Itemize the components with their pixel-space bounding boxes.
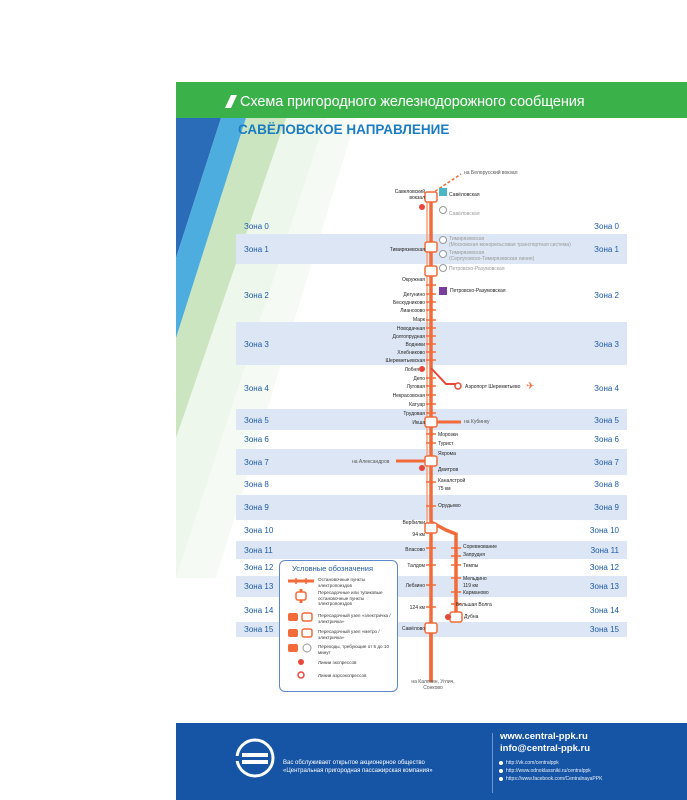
station-lobnya: Лобня — [404, 367, 419, 373]
express-marker-dmitrov-icon — [419, 465, 425, 471]
direction-kubinka: на Кубинку — [464, 419, 490, 425]
station-vlasovo: Власово — [405, 547, 425, 553]
legend-item: Линии аэроэкспрессов — [318, 673, 367, 678]
station-verbilki: Вербилки — [402, 520, 425, 526]
legend-line-symbol — [288, 578, 314, 584]
direction-alexandrov: на Александров — [352, 459, 390, 465]
poster — [176, 82, 687, 800]
legend-item: Линии экспрессов — [318, 660, 357, 665]
facebook-icon — [499, 777, 503, 781]
zone-label-left: Зона 8 — [244, 480, 269, 489]
legend-item: Пересадочный узел «электричка / электричка» — [318, 613, 391, 624]
zone-label-left: Зона 10 — [244, 526, 274, 535]
station-depo: Депо — [413, 376, 425, 382]
station-sheremetyevskaya: Шереметьевская — [385, 358, 425, 364]
company-line-1: Вас обслуживает открытое акционерное общество — [283, 760, 425, 766]
legend-train-train-symbol — [288, 613, 312, 621]
social-icons — [498, 760, 504, 784]
zone-label-left: Зона 12 — [244, 563, 274, 572]
legend-aeroexpress-icon — [298, 672, 304, 678]
aeroexpress-marker-icon — [455, 383, 461, 389]
express-marker-dubna-icon — [445, 614, 451, 620]
station-turist: Турист — [438, 441, 454, 447]
company-line-2: «Центральная пригородная пассажирская компания» — [283, 768, 433, 774]
footer — [176, 723, 687, 800]
zone-label-right: Зона 13 — [589, 582, 619, 591]
ok-icon — [499, 769, 503, 773]
legend-metro-train-symbol — [288, 629, 312, 637]
station-khlebnikovo: Хлебниково — [397, 350, 425, 356]
zone-label-left: Зона 0 — [244, 222, 269, 231]
footer-divider — [492, 733, 493, 793]
station-savelovsky: Савеловский вокзал — [394, 189, 425, 201]
station-temry: Темпы — [463, 563, 479, 569]
station-timiryazevskaya-mono: Тимирязевская — [449, 236, 485, 242]
zone-label-right: Зона 3 — [594, 340, 619, 349]
zone-label-right: Зона 9 — [594, 503, 619, 512]
railway-map — [176, 82, 687, 800]
zone-label-left: Зона 15 — [244, 625, 274, 634]
transfer-savelovskaya-icon — [440, 207, 447, 214]
station-lebzino: Лебзино — [405, 583, 425, 589]
zone-label-right: Зона 6 — [594, 435, 619, 444]
zone-label-right: Зона 0 — [594, 222, 619, 231]
zone-label-right: Зона 11 — [590, 546, 619, 555]
company-logo-icon — [234, 737, 276, 779]
station-beskudnikovo: Бескудниково — [392, 300, 425, 306]
website-link[interactable]: www.central-ppk.ru — [500, 731, 588, 742]
station-timiryazevskaya-metro: Тимирязевская — [449, 250, 485, 256]
station-airport-sheremetyevo: Аэропорт Шереметьево — [465, 384, 521, 390]
station-dolgoprudnaya: Долгопрудная — [392, 334, 425, 340]
zone-label-right: Зона 5 — [594, 416, 619, 425]
legend-title: Условные обозначения — [292, 564, 374, 573]
social-link-facebook[interactable]: https://www.facebook.com/CentralnayaPPK — [506, 776, 603, 782]
station-kanalstroy: Каналстрой — [438, 478, 466, 484]
plane-icon: ✈ — [526, 381, 535, 392]
zone-label-left: Зона 11 — [244, 546, 273, 555]
station-dmitrov: Дмитров — [438, 467, 459, 473]
station-okruzhnaya: Окружная — [402, 277, 425, 283]
station-karmanovo: Карманово — [463, 590, 489, 596]
page-subtitle: САВЁЛОВСКОЕ НАПРАВЛЕНИЕ — [238, 122, 450, 137]
station-timiryazevskaya-mono-sub: (Московская монорельсовая транспортная система) — [449, 242, 571, 248]
station-petrovsko-transfer: Петровско-Разумовская — [449, 266, 505, 272]
zone-label-left: Зона 14 — [244, 606, 274, 615]
zone-label-right: Зона 14 — [589, 606, 619, 615]
zone-label-right: Зона 10 — [589, 526, 619, 535]
station-lugovaya: Луговая — [406, 384, 425, 390]
zone-label-left: Зона 3 — [244, 340, 269, 349]
legend — [279, 560, 398, 692]
zone-label-right: Зона 7 — [594, 458, 619, 467]
transfer-timiryazevskaya-icon — [440, 237, 447, 244]
station-vodniki: Водники — [405, 342, 425, 348]
station-trudovaya: Трудовая — [403, 411, 425, 417]
metro-savelovskaya-icon — [439, 188, 447, 196]
company-text — [283, 759, 433, 775]
station-124km: 124 км — [409, 605, 425, 611]
station-timiryazevskaya-metro-sub: (Серпуховско-Тимирязевская линия) — [449, 256, 535, 262]
station-petrovsko-razumovskaya: Петровско-Разумовская — [450, 288, 506, 294]
station-dubna: Дубна — [464, 614, 479, 620]
direction-kalyazin: на Калязин, Углич, Сонково — [411, 679, 455, 691]
station-morozki: Морозки — [438, 432, 458, 438]
station-novodachnaya: Новодачная — [396, 326, 425, 332]
legend-item: Пересадочный узел «метро / электричка» — [318, 629, 380, 640]
station-degunino: Дегунино — [403, 292, 425, 298]
zone-label-right: Зона 15 — [589, 625, 619, 634]
station-iksha: Икша — [412, 420, 425, 426]
zone-label-right: Зона 1 — [594, 245, 619, 254]
email-link[interactable]: info@central-ppk.ru — [500, 743, 591, 754]
zone-label-left: Зона 9 — [244, 503, 269, 512]
station-75km: 75 км — [438, 486, 451, 492]
station-mark: Марк — [413, 317, 425, 323]
dubna-branch — [431, 522, 456, 617]
legend-symbols — [286, 575, 316, 685]
station-taldom: Талдом — [407, 563, 425, 569]
zone-label-left: Зона 13 — [244, 582, 274, 591]
station-nekrasovskaya: Некрасовская — [392, 393, 425, 399]
social-link-ok[interactable]: http://www.odnoklassniki.ru/centralppk — [506, 768, 591, 774]
social-link-vk[interactable]: http://vk.com/centralppk — [506, 760, 559, 766]
station-yakhroma: Яхрома — [438, 451, 456, 457]
transfer-petrovsko-icon — [440, 265, 447, 272]
zone-label-right: Зона 4 — [594, 384, 619, 393]
legend-item: Остановочные пункты электропоездов — [318, 577, 366, 588]
zone-label-left: Зона 6 — [244, 435, 269, 444]
legend-express-icon — [298, 659, 304, 665]
station-94km: 94 км — [412, 532, 425, 538]
legend-item: Переходы, требующие от 5 до 10 минут — [318, 644, 389, 655]
zone-label-left: Зона 2 — [244, 291, 269, 300]
station-savyolovo: Савёлово — [401, 626, 425, 632]
zone-label-left: Зона 7 — [244, 458, 269, 467]
legend-item: Пересадочные или тупиковые остановочные пункты электропоездов — [318, 590, 383, 606]
station-melnikovo: Мельдино — [463, 576, 487, 582]
station-katuar: Катуар — [409, 402, 425, 408]
zone-label-left: Зона 1 — [244, 245, 269, 254]
page-title: Схема пригородного железнодорожного сообщения — [240, 94, 585, 110]
station-savelovskaya-transfer: Савёловская — [449, 211, 480, 217]
direction-belorussky: на Белорусский вокзал — [464, 170, 518, 176]
zone-label-right: Зона 2 — [594, 291, 619, 300]
zone-label-left: Зона 4 — [244, 384, 269, 393]
express-marker-lobnya-icon — [419, 366, 425, 372]
zone-label-right: Зона 12 — [589, 563, 619, 572]
station-119km: 119 км — [463, 583, 478, 589]
station-sorevnovanie: Соревнование — [463, 544, 497, 550]
station-bolshaya-volga: Большая Волга — [456, 602, 492, 608]
zone-label-left: Зона 5 — [244, 416, 269, 425]
metro-petrovsko-icon — [439, 287, 447, 295]
station-timiryazevskaya: Тимирязевская — [389, 247, 425, 253]
legend-interchange-symbol — [296, 589, 306, 603]
legend-transfer-walk-symbol — [288, 644, 311, 652]
vk-icon — [499, 761, 503, 765]
transfer-timiryazevskaya2-icon — [440, 251, 447, 258]
station-savelovskaya-metro: Савёловская — [449, 192, 480, 198]
station-zaprudnya: Запрудня — [463, 552, 485, 558]
station-lianozovo: Лианозово — [400, 308, 425, 314]
station-orudyevo: Орудьево — [438, 503, 461, 509]
zone-label-right: Зона 8 — [594, 480, 619, 489]
express-marker-savelovsky-icon — [419, 204, 425, 210]
airport-branch — [431, 368, 459, 384]
